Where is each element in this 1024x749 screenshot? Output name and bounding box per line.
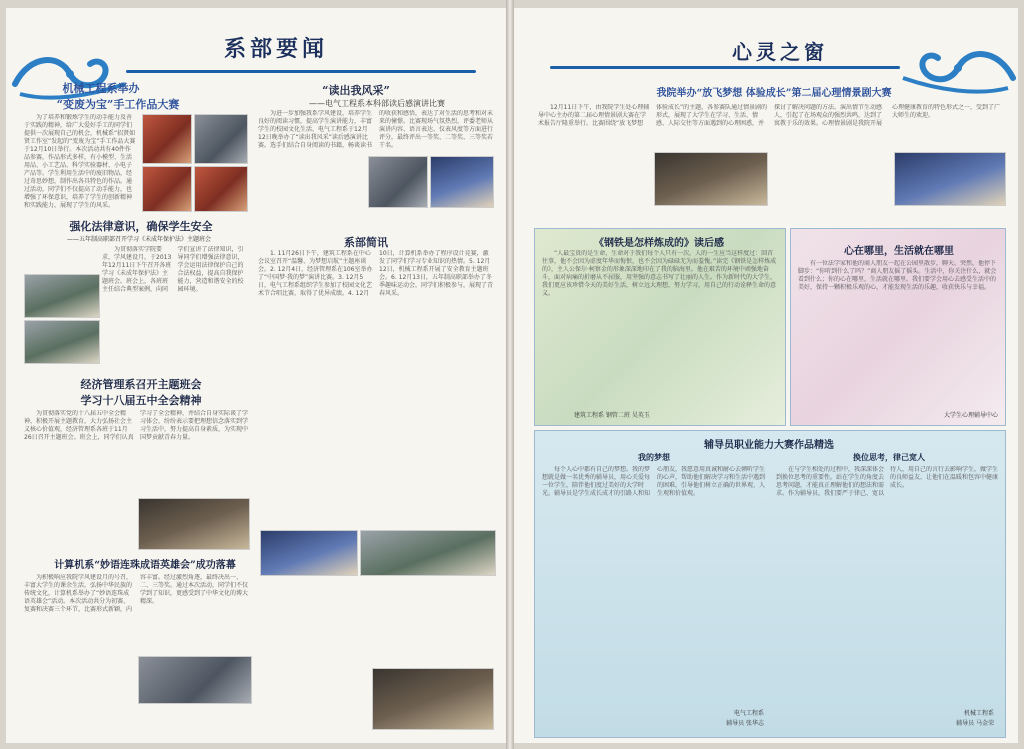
b4-right-body-text: 在与学生相处的过程中，我深深体会到换位思考的重要性。站在学生的角度去思考问题，才能真正理解他们的想法和需求。作为辅导员，我们要严于律己、宽以待人，用自己的言行去影响学生，做学生的良师益友，让他们在温暖和包容中健康成长。 bbox=[776, 466, 998, 497]
b4-title: 辅导员职业能力大赛作品精选 bbox=[704, 440, 834, 451]
b4-left-signature-2: 辅导员 张华志 bbox=[726, 720, 764, 727]
a5-body bbox=[24, 410, 250, 498]
a3-body-text: 为贯彻落实学院要求，学风建设月，于2013年12月11日下午召开各班学习《未成年保护法》主题班会。班会上，各班班主任结合典型案例，向同学们宣讲了法律知识，引导同学们增强法律意识，学会运用法律保护自己的合法权益，提高自我保护能力，营造和谐安全的校园环境。 bbox=[102, 246, 244, 293]
a1-photo-1 bbox=[142, 114, 192, 164]
b1-title: 我院举办“放飞梦想 体验成长”第二届心理情景剧大赛 bbox=[656, 88, 892, 99]
b1-body-text: 12月11日下午，由我院学生处心理辅导中心主办的第二届心理情景剧大赛在学术报告厅隆重举行。比赛围绕“放飞梦想 体验成长”的主题，各参赛队通过情景剧的形式，展现了大学生在学习、生活、情感、人际交往等方面遇到的心理困惑，并探讨了解决问题的方法。演出情节生动感人，引起了在场观众的强烈共鸣，达到了寓教于乐的效果。心理情景剧是我院开展心理健康教育的特色形式之一，受到了广大师生的欢迎。 bbox=[538, 104, 1001, 127]
a2-photo-2 bbox=[430, 156, 494, 208]
a3-title: 强化法律意识，确保学生安全 bbox=[69, 220, 213, 233]
right-page bbox=[514, 8, 1018, 743]
b1-body-cont bbox=[538, 160, 650, 206]
a5-title-line2: 学习十八届五中全会精神 bbox=[80, 394, 202, 407]
a4-body bbox=[258, 250, 494, 526]
a1-photo-4 bbox=[194, 166, 248, 212]
a1-title-line2: “变废为宝”手工作品大赛 bbox=[56, 98, 180, 111]
left-masthead-rule bbox=[126, 70, 476, 73]
a3-subtitle: ——五年制高职部召开学习《未成年保护法》主题班会 bbox=[66, 236, 211, 243]
b4-right-body bbox=[776, 466, 998, 704]
a1-body bbox=[24, 114, 136, 214]
a4-body-text: 1. 11月26日下午，建筑工程系在中心会议室召开“温馨、为梦想启航”主题座谈会。2. 12月4日，经济管理系在106室举办了“中国梦·我的梦”演讲比赛。3. 12月5日，电气工程系组织学生参加了校园文化艺术节合唱比赛，取得了优异成绩。4. 12月10日，计算机系举办了程序设计竞赛，激发了同学们学习专业知识的热情。5. 12月12日，机械工程系开展了安全教育主题班会。6. 12月13日，五年制高职部举办了冬季趣味运动会，同学们积极参与，展现了青春风采。 bbox=[258, 250, 494, 297]
a6-title: 计算机系“妙语连珠成语英雄会”成功落幕 bbox=[54, 560, 236, 571]
a5-photo bbox=[138, 498, 250, 550]
a4-title: 系部简讯 bbox=[344, 236, 388, 249]
a1-photo-3 bbox=[142, 166, 192, 212]
right-masthead-rule bbox=[550, 66, 900, 69]
b4-left-body bbox=[542, 466, 766, 704]
a3-body bbox=[102, 246, 248, 364]
b3-title: 心在哪里，生活就在哪里 bbox=[844, 246, 954, 257]
a2-photo-1 bbox=[368, 156, 428, 208]
b1-photo-1 bbox=[654, 152, 768, 206]
b4-right-signature-2: 辅导员 马金荣 bbox=[956, 720, 994, 727]
b2-body-text: “人最宝贵的是生命，生命对于我们每个人只有一次。人的一生应当这样度过：回首往事，他不会因为虚度年华而悔恨，也不会因为碌碌无为而羞愧。”读完《钢铁是怎样炼成的》，主人公保尔·柯察金的形象深深地印在了我的脑海里。他在艰苦的环境中顽强地奋斗，面对病痛的折磨从不屈服，用坚强的意志书写了壮丽的人生。作为新时代的大学生，我们更应该珍惜今天的美好生活，树立远大理想，努力学习，用自己的行动诠释生命的意义。 bbox=[542, 250, 777, 297]
b3-body bbox=[798, 260, 998, 408]
a1-body-text: 为了培养和锻炼学生的动手能力及善于实践的精神，给广大爱好手工的同学们提供一次展现自己的机会，机械系“招贤如贤工作室”发起的“变废为宝”手工作品大赛于12月10日举行。本次活动共有40件作品参赛，作品形式多样，有小模型、生活用品、小工艺品、科学实验器材、小电子产品等。学生利用生活中的废旧物品，经过奇思妙想，制作出各具特色的作品。通过活动，同学们不仅提高了动手能力，也增强了环保意识，培养了学生的创新精神和实践能力，展现了学生的风采。 bbox=[24, 114, 136, 209]
b2-title: 《钢铁是怎样炼成的》读后感 bbox=[594, 238, 724, 249]
a1-title-line1: 机械工程系举办 bbox=[62, 82, 140, 95]
a2-body-text: 为进一步加强我系学风建设，培养学生良好的阅读习惯，提高学生演讲能力，丰富学生的校园文化生活，电气工程系于12月12日晚举办了“读出我风采”读后感演讲比赛。选手们结合自身阅读的书籍，畅谈读书的收获和感悟，表达了对生活的思考和对未来的憧憬。比赛现场气氛热烈，评委老师从演讲内容、语言表达、仪表风度等方面进行评分，最终评出一等奖、二等奖、三等奖若干名。 bbox=[258, 110, 494, 149]
a4-photo-2 bbox=[360, 530, 496, 576]
a5-title-line1: 经济管理系召开主题班会 bbox=[80, 378, 202, 391]
a6-photo-1 bbox=[138, 656, 252, 704]
a3-photo-2 bbox=[24, 320, 100, 364]
right-masthead: 心灵之窗 bbox=[732, 40, 828, 64]
a6-body-text: 为积极响应我院学风建设月的号召，丰富大学生的课余生活，弘扬中华民族的传统文化，计算机系举办了“妙语连珠成语英雄会”活动。本次活动共分为初赛、复赛和决赛三个环节，比赛形式新颖，内容丰富。经过激烈角逐，最终决出一、二、三等奖。通过本次活动，同学们不仅学到了知识，更感受到了中华文化的博大精深。 bbox=[24, 574, 249, 613]
a2-body bbox=[258, 110, 494, 156]
b3-signature: 大学生心理辅导中心 bbox=[943, 412, 998, 419]
b4-left-body-text: 每个人心中都有自己的梦想。我的梦想就是做一名优秀的辅导员，用心关爱每一位学生，陪伴他们度过美好的大学时光。辅导员是学生成长成才的引路人和知心朋友，我愿意用真诚和耐心去倾听学生的心声，帮助他们解决学习和生活中遇到的困难，引导他们树立正确的世界观、人生观和价值观。 bbox=[542, 466, 766, 497]
a4-photo-1 bbox=[260, 530, 358, 576]
b3-body-text: 有一位法学家和他的商人朋友一起在公园里散步，聊天。突然，他停下脚步：“你听到什么了吗？”商人朋友摇了摇头。生活中，你关注什么，就会看到什么；你的心在哪里，生活就在哪里。我们要学会用心去感受生活中的美好，保持一颗积极乐观的心，才能发现生活的乐趣，收获快乐与幸福。 bbox=[798, 260, 997, 291]
page-fold bbox=[506, 0, 514, 749]
left-page bbox=[6, 8, 506, 743]
left-masthead: 系部要闻 bbox=[224, 36, 329, 62]
a2-title: “读出我风采” bbox=[322, 84, 390, 97]
a3-photo-1 bbox=[24, 274, 100, 318]
a1-photo-2 bbox=[194, 114, 248, 164]
b2-body bbox=[542, 250, 778, 408]
b4-right-title: 换位思考，律己宽人 bbox=[853, 452, 925, 462]
a2-subtitle: ——电气工程系本科部读后感演讲比赛 bbox=[309, 99, 445, 108]
a6-body bbox=[24, 574, 250, 734]
b4-left-signature-1: 电气工程系 bbox=[733, 710, 764, 717]
a4-photo-3 bbox=[372, 668, 494, 730]
a5-body-text: 为贯彻落实党的十八届五中全会精神，积极开展主题教育，大力弘扬社会主义核心价值观，经济管理系各班于11月26日召开主题班会。班会上，同学们认真学习了全会精神，并结合自身实际谈了学习体会，纷纷表示要把理想信念落实到学习生活中，努力提高自身素质，为实现中国梦贡献青春力量。 bbox=[24, 410, 249, 441]
b2-signature: 建筑工程系 钢管二班 吴英玉 bbox=[574, 412, 650, 419]
b4-left-title: 我的梦想 bbox=[638, 452, 670, 462]
b1-photo-2 bbox=[894, 152, 1006, 206]
b4-right-signature-1: 机械工程系 bbox=[963, 710, 994, 717]
